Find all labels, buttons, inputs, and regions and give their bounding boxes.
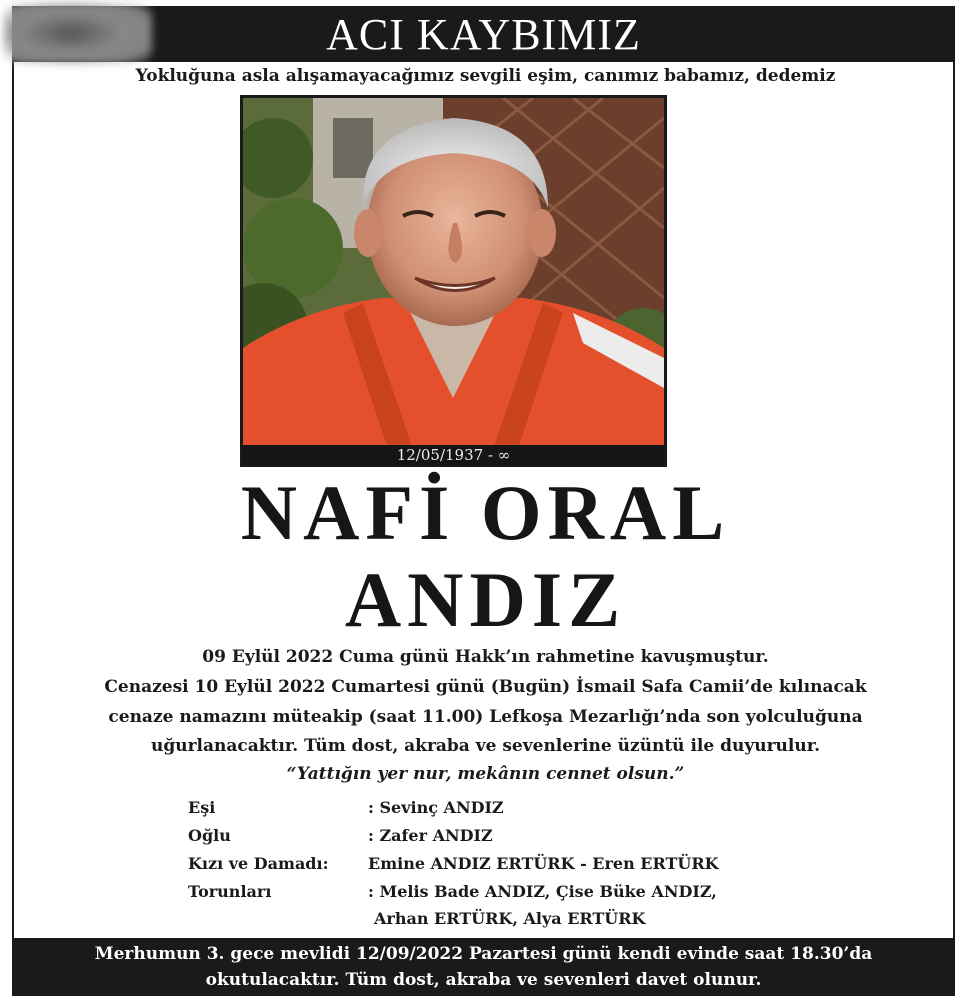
announcement-line: 09 Eylül 2022 Cuma günü Hakk’ın rahmetine kavuşmuştur. [202, 647, 769, 667]
portrait-photo [240, 95, 667, 467]
family-value: : Zafer ANDIZ [368, 826, 493, 845]
family-label: Oğlu [188, 826, 231, 845]
blurred-logo [4, 2, 152, 64]
announcement-line: cenaze namazını müteakip (saat 11.00) Lefkoşa Mezarlığı’nda son yolculuğuna [108, 707, 863, 727]
family-label: Kızı ve Damadı: [188, 854, 329, 873]
family-label: Eşi [188, 798, 216, 817]
portrait-image [243, 98, 664, 464]
family-label: Torunları [188, 882, 272, 901]
family-value: : Sevinç ANDIZ [368, 798, 504, 817]
footer-line: okutulacaktır. Tüm dost, akraba ve sevenleri davet olunur. [205, 970, 762, 990]
life-dates: 12/05/1937 - ∞ [243, 445, 664, 465]
announcement-line: uğurlanacaktır. Tüm dost, akraba ve sevenlerine üzüntü ile duyurulur. [150, 736, 821, 756]
page-title: ACI KAYBIMIZ [326, 9, 641, 59]
subtitle: Yokluğuna asla alışamayacağımız sevgili eşim, canımız babamız, dedemiz [135, 66, 836, 86]
memorial-quote: “Yattığın yer nur, mekânın cennet olsun.” [286, 764, 685, 784]
footer-line: Merhumun 3. gece mevlidi 12/09/2022 Pazartesi günü kendi evinde saat 18.30’da [94, 944, 873, 964]
family-value: : Melis Bade ANDIZ, Çise Büke ANDIZ, [368, 882, 717, 901]
announcement-line: Cenazesi 10 Eylül 2022 Cumartesi günü (Bugün) İsmail Safa Camii’de kılınacak [104, 677, 867, 697]
family-value: Arhan ERTÜRK, Alya ERTÜRK [374, 909, 646, 928]
family-value: Emine ANDIZ ERTÜRK - Eren ERTÜRK [368, 854, 719, 873]
footer-bar [12, 938, 955, 996]
deceased-name-line2: ANDIZ [344, 556, 627, 643]
deceased-name-line1: NAFİ ORAL [240, 469, 731, 556]
header-bar [12, 6, 955, 62]
